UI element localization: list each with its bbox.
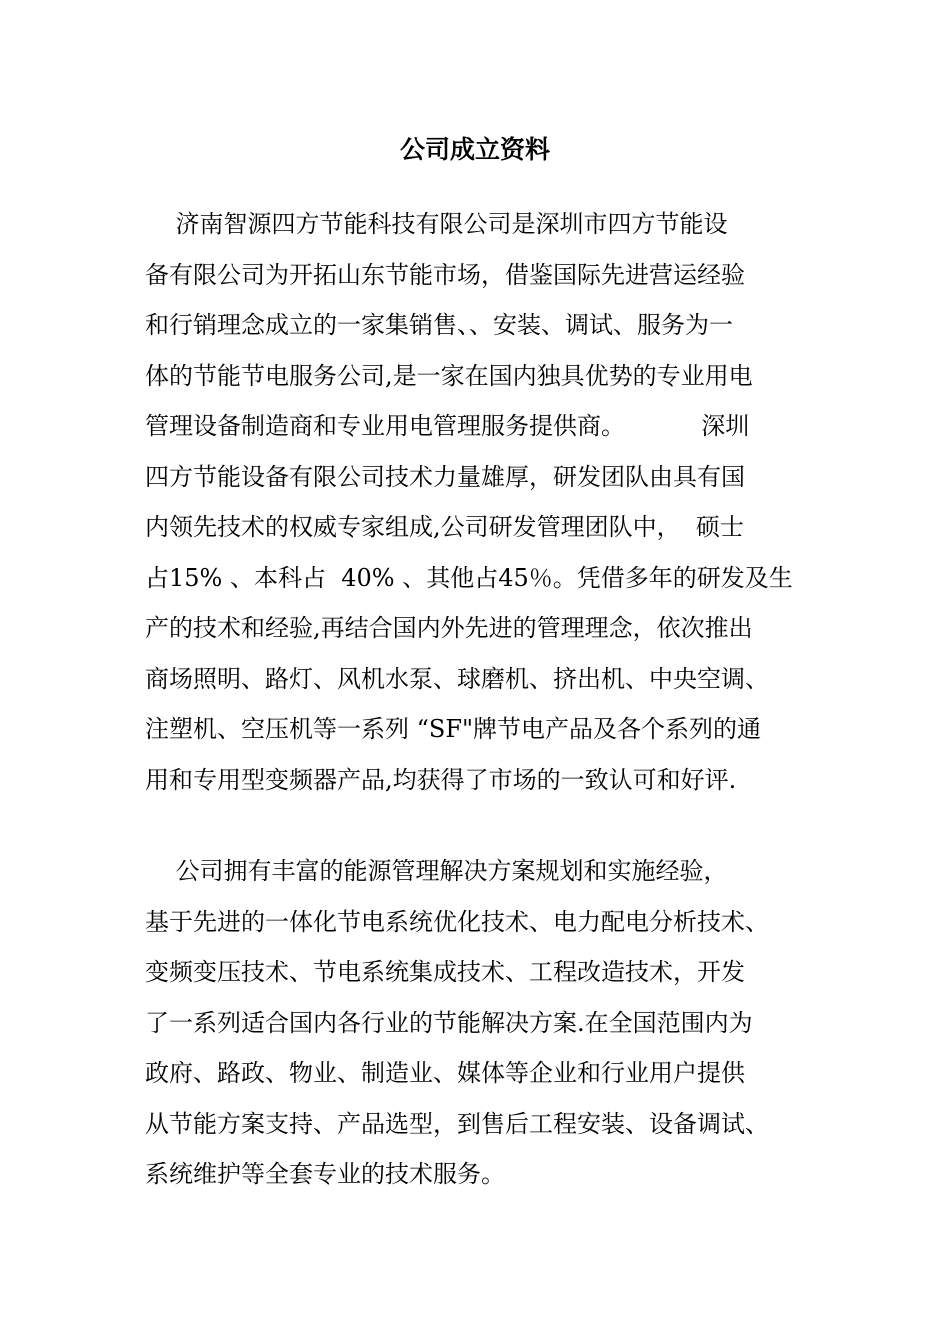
paragraph-company-intro xyxy=(145,199,810,805)
paragraph-line: 体的节能节电服务公司,是一家在国内独具优势的专业用电 xyxy=(145,361,753,390)
paragraph-line: 变频变压技术、节电系统集成技术、工程改造技术，开发 xyxy=(145,958,745,986)
paragraph-line: 基于先进的一体化节电系统优化技术、电力配电分析技术、 xyxy=(145,907,769,936)
paragraph-line: 系统维护等全套专业的技术服务。 xyxy=(145,1160,505,1188)
paragraph-line: 占15% 、本科占 40% 、其他占45％。凭借多年的研发及生 xyxy=(145,563,793,592)
paragraph-line: 了一系列适合国内各行业的节能解决方案.在全国范围内为 xyxy=(145,1008,753,1037)
paragraph-line: 政府、路政、物业、制造业、媒体等企业和行业用户提供 xyxy=(145,1059,745,1087)
paragraph-line: 内领先技术的权威专家组成,公司研发管理团队中， 硕士 xyxy=(145,513,744,541)
document-title: 公司成立资料 xyxy=(399,135,550,164)
paragraph-line: 管理设备制造商和专业用电管理服务提供商。 深圳 xyxy=(145,412,750,440)
paragraph-company-services xyxy=(145,846,810,1200)
paragraph-line: 和行销理念成立的一家集销售、、安装、调试、服务为一 xyxy=(145,311,733,339)
paragraph-line: 四方节能设备有限公司技术力量雄厚，研发团队由具有国 xyxy=(145,462,745,491)
paragraph-line: 公司拥有丰富的能源管理解决方案规划和实施经验， xyxy=(145,857,728,885)
paragraph-line: 济南智源四方节能科技有限公司是深圳市四方节能设 xyxy=(145,210,728,238)
paragraph-line: 用和专用型变频器产品,均获得了市场的一致认可和好评. xyxy=(145,765,737,794)
paragraph-line: 商场照明、路灯、风机水泵、球磨机、挤出机、中央空调、 xyxy=(145,664,769,693)
paragraph-line: 产的技术和经验,再结合国内外先进的管理理念，依次推出 xyxy=(145,614,753,642)
paragraph-line: 从节能方案支持、产品选型，到售后工程安装、设备调试、 xyxy=(145,1109,769,1138)
paragraph-line: 备有限公司为开拓山东节能市场，借鉴国际先进营运经验 xyxy=(145,260,745,289)
paragraph-line: 注塑机、空压机等一系列 “SF"牌节电产品及各个系列的通 xyxy=(145,715,762,743)
